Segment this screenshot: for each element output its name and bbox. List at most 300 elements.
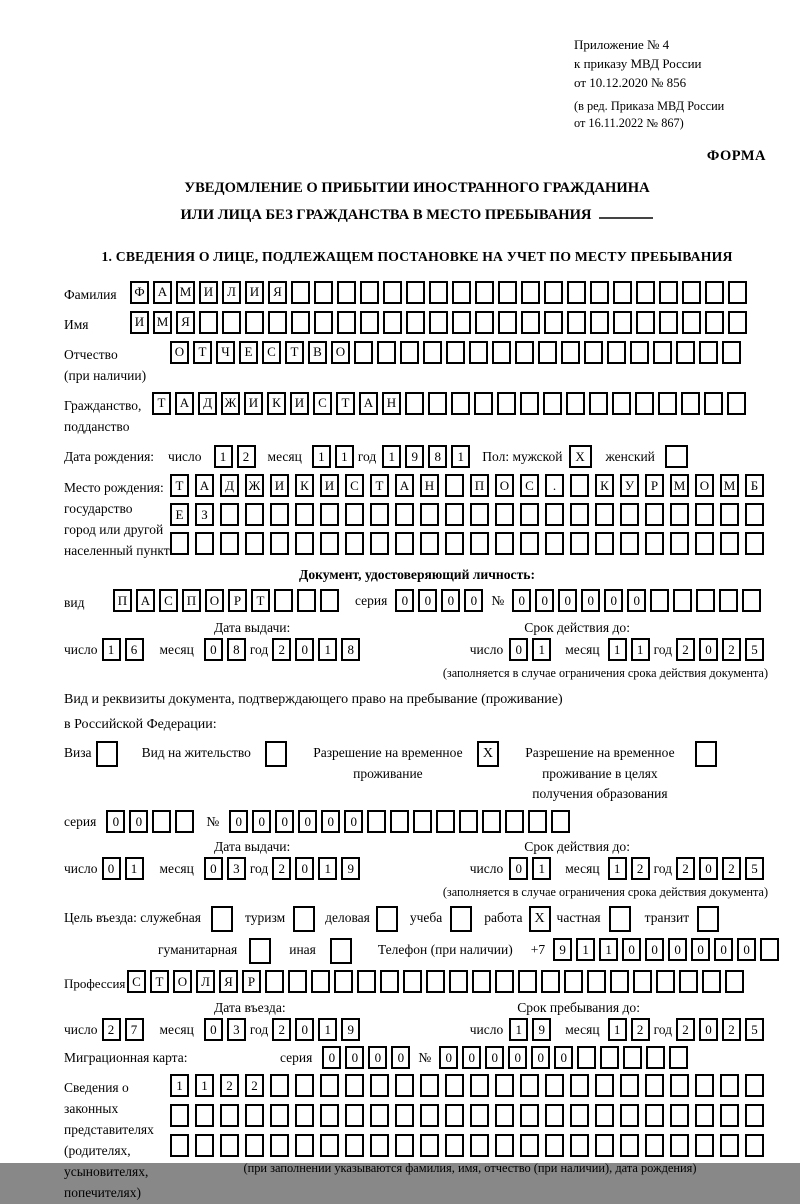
char-box[interactable] (498, 311, 517, 334)
char-box[interactable] (670, 532, 689, 555)
char-box[interactable]: 0 (554, 1046, 573, 1069)
char-box[interactable] (745, 1074, 764, 1097)
char-box[interactable] (367, 810, 386, 833)
char-box[interactable] (518, 970, 537, 993)
char-box[interactable] (630, 341, 649, 364)
char-box[interactable]: 9 (553, 938, 572, 961)
purpose-business-checkbox[interactable] (376, 906, 398, 932)
char-box[interactable] (245, 1134, 264, 1157)
char-box[interactable] (337, 311, 356, 334)
char-box[interactable]: З (195, 503, 214, 526)
char-box[interactable] (370, 532, 389, 555)
char-box[interactable]: 0 (441, 589, 460, 612)
char-box[interactable] (720, 532, 739, 555)
char-box[interactable] (320, 1074, 339, 1097)
char-box[interactable]: Ф (130, 281, 149, 304)
char-box[interactable]: К (295, 474, 314, 497)
char-box[interactable] (745, 532, 764, 555)
char-box[interactable] (704, 392, 723, 415)
char-box[interactable]: О (331, 341, 350, 364)
char-box[interactable] (570, 1134, 589, 1157)
purpose-work-checkbox[interactable]: X (529, 906, 551, 932)
char-box[interactable]: 5 (745, 638, 764, 661)
char-box[interactable] (742, 589, 761, 612)
char-box[interactable] (570, 503, 589, 526)
char-box[interactable] (520, 1074, 539, 1097)
char-box[interactable] (656, 970, 675, 993)
char-box[interactable] (623, 1046, 642, 1069)
char-box[interactable] (646, 1046, 665, 1069)
char-box[interactable]: Б (745, 474, 764, 497)
char-box[interactable] (521, 311, 540, 334)
char-box[interactable]: Ч (216, 341, 235, 364)
char-box[interactable]: П (470, 474, 489, 497)
char-box[interactable]: 7 (125, 1018, 144, 1041)
char-box[interactable] (658, 392, 677, 415)
char-box[interactable]: О (495, 474, 514, 497)
char-box[interactable]: Т (150, 970, 169, 993)
char-box[interactable] (670, 503, 689, 526)
char-box[interactable] (538, 341, 557, 364)
char-box[interactable]: 0 (509, 638, 528, 661)
char-box[interactable] (451, 392, 470, 415)
char-box[interactable] (383, 281, 402, 304)
char-box[interactable] (595, 532, 614, 555)
char-box[interactable] (345, 1134, 364, 1157)
char-box[interactable] (705, 311, 724, 334)
char-box[interactable] (413, 810, 432, 833)
char-box[interactable]: 1 (608, 638, 627, 661)
char-box[interactable] (199, 311, 218, 334)
char-box[interactable]: П (182, 589, 201, 612)
char-box[interactable] (595, 1104, 614, 1127)
char-box[interactable] (636, 281, 655, 304)
char-box[interactable] (595, 1134, 614, 1157)
char-box[interactable]: 2 (272, 1018, 291, 1041)
char-box[interactable]: 0 (485, 1046, 504, 1069)
char-box[interactable] (297, 589, 316, 612)
char-box[interactable] (420, 532, 439, 555)
purpose-tourism-checkbox[interactable] (293, 906, 315, 932)
char-box[interactable]: 5 (745, 857, 764, 880)
char-box[interactable]: 1 (608, 857, 627, 880)
purpose-transit-checkbox[interactable] (697, 906, 719, 932)
char-box[interactable] (725, 970, 744, 993)
char-box[interactable] (564, 970, 583, 993)
char-box[interactable]: 0 (204, 857, 223, 880)
purpose-study-checkbox[interactable] (450, 906, 472, 932)
char-box[interactable]: 9 (341, 1018, 360, 1041)
char-box[interactable] (482, 810, 501, 833)
char-box[interactable] (544, 281, 563, 304)
char-box[interactable] (520, 392, 539, 415)
char-box[interactable]: 1 (532, 638, 551, 661)
char-box[interactable] (635, 392, 654, 415)
char-box[interactable]: 0 (391, 1046, 410, 1069)
char-box[interactable] (653, 341, 672, 364)
char-box[interactable] (497, 392, 516, 415)
char-box[interactable] (720, 1104, 739, 1127)
char-box[interactable] (423, 341, 442, 364)
temp-residence-checkbox[interactable]: X (477, 741, 499, 767)
char-box[interactable] (245, 532, 264, 555)
char-box[interactable] (520, 532, 539, 555)
char-box[interactable]: Я (176, 311, 195, 334)
char-box[interactable] (695, 503, 714, 526)
char-box[interactable] (354, 341, 373, 364)
char-box[interactable]: С (313, 392, 332, 415)
char-box[interactable]: А (395, 474, 414, 497)
char-box[interactable]: М (153, 311, 172, 334)
char-box[interactable] (728, 281, 747, 304)
char-box[interactable] (595, 503, 614, 526)
char-box[interactable]: С (520, 474, 539, 497)
char-box[interactable]: 1 (576, 938, 595, 961)
char-box[interactable]: 0 (102, 857, 121, 880)
char-box[interactable] (719, 589, 738, 612)
char-box[interactable] (170, 1134, 189, 1157)
char-box[interactable] (314, 281, 333, 304)
char-box[interactable] (220, 1104, 239, 1127)
char-box[interactable] (470, 1134, 489, 1157)
char-box[interactable] (590, 281, 609, 304)
char-box[interactable]: Е (239, 341, 258, 364)
char-box[interactable] (406, 281, 425, 304)
char-box[interactable]: 0 (714, 938, 733, 961)
char-box[interactable]: 1 (170, 1074, 189, 1097)
char-box[interactable] (695, 1134, 714, 1157)
char-box[interactable] (452, 311, 471, 334)
char-box[interactable]: 0 (418, 589, 437, 612)
char-box[interactable]: Р (645, 474, 664, 497)
char-box[interactable] (334, 970, 353, 993)
char-box[interactable] (475, 311, 494, 334)
char-box[interactable] (295, 1134, 314, 1157)
char-box[interactable]: 0 (558, 589, 577, 612)
char-box[interactable] (245, 1104, 264, 1127)
char-box[interactable]: 0 (699, 638, 718, 661)
char-box[interactable]: 2 (676, 1018, 695, 1041)
char-box[interactable]: Т (336, 392, 355, 415)
char-box[interactable] (645, 503, 664, 526)
char-box[interactable] (370, 1134, 389, 1157)
char-box[interactable]: 0 (464, 589, 483, 612)
char-box[interactable] (268, 311, 287, 334)
char-box[interactable] (645, 1134, 664, 1157)
char-box[interactable] (495, 1104, 514, 1127)
char-box[interactable] (728, 311, 747, 334)
char-box[interactable] (645, 1074, 664, 1097)
char-box[interactable]: М (176, 281, 195, 304)
char-box[interactable]: 1 (509, 1018, 528, 1041)
char-box[interactable] (370, 503, 389, 526)
char-box[interactable] (295, 503, 314, 526)
char-box[interactable]: М (720, 474, 739, 497)
char-box[interactable] (345, 1104, 364, 1127)
char-box[interactable] (445, 532, 464, 555)
char-box[interactable] (613, 311, 632, 334)
char-box[interactable] (650, 589, 669, 612)
char-box[interactable] (406, 311, 425, 334)
char-box[interactable] (545, 532, 564, 555)
char-box[interactable] (390, 810, 409, 833)
char-box[interactable] (445, 503, 464, 526)
char-box[interactable] (320, 532, 339, 555)
char-box[interactable]: 1 (318, 1018, 337, 1041)
char-box[interactable] (520, 1134, 539, 1157)
char-box[interactable] (320, 589, 339, 612)
char-box[interactable] (679, 970, 698, 993)
char-box[interactable]: 0 (439, 1046, 458, 1069)
char-box[interactable]: Я (219, 970, 238, 993)
char-box[interactable] (659, 311, 678, 334)
char-box[interactable]: 2 (676, 638, 695, 661)
char-box[interactable]: Я (268, 281, 287, 304)
char-box[interactable]: 0 (531, 1046, 550, 1069)
char-box[interactable] (670, 1134, 689, 1157)
char-box[interactable] (495, 1074, 514, 1097)
char-box[interactable]: Ж (245, 474, 264, 497)
char-box[interactable] (570, 532, 589, 555)
char-box[interactable] (220, 503, 239, 526)
sex-female-checkbox[interactable] (665, 445, 688, 468)
char-box[interactable]: 0 (395, 589, 414, 612)
char-box[interactable]: 0 (509, 857, 528, 880)
purpose-humanitarian-checkbox[interactable] (249, 938, 271, 964)
char-box[interactable] (288, 970, 307, 993)
char-box[interactable] (620, 1134, 639, 1157)
char-box[interactable] (357, 970, 376, 993)
char-box[interactable]: 2 (245, 1074, 264, 1097)
char-box[interactable]: Т (152, 392, 171, 415)
char-box[interactable]: 0 (129, 810, 148, 833)
char-box[interactable] (570, 1104, 589, 1127)
char-box[interactable] (291, 311, 310, 334)
char-box[interactable] (492, 341, 511, 364)
char-box[interactable]: 0 (604, 589, 623, 612)
char-box[interactable]: 2 (722, 1018, 741, 1041)
char-box[interactable]: К (595, 474, 614, 497)
char-box[interactable]: 2 (722, 857, 741, 880)
char-box[interactable]: Н (420, 474, 439, 497)
char-box[interactable] (695, 532, 714, 555)
char-box[interactable] (337, 281, 356, 304)
char-box[interactable] (360, 311, 379, 334)
char-box[interactable]: 0 (204, 638, 223, 661)
char-box[interactable] (727, 392, 746, 415)
char-box[interactable] (475, 281, 494, 304)
char-box[interactable] (175, 810, 194, 833)
char-box[interactable] (577, 1046, 596, 1069)
char-box[interactable] (659, 281, 678, 304)
char-box[interactable] (587, 970, 606, 993)
char-box[interactable]: Л (222, 281, 241, 304)
char-box[interactable] (720, 1134, 739, 1157)
char-box[interactable] (222, 311, 241, 334)
char-box[interactable]: 2 (631, 1018, 650, 1041)
char-box[interactable]: С (262, 341, 281, 364)
char-box[interactable] (245, 311, 264, 334)
char-box[interactable]: 1 (195, 1074, 214, 1097)
char-box[interactable] (600, 1046, 619, 1069)
char-box[interactable]: 0 (699, 1018, 718, 1041)
char-box[interactable]: 1 (102, 638, 121, 661)
char-box[interactable] (528, 810, 547, 833)
char-box[interactable]: 1 (125, 857, 144, 880)
char-box[interactable] (295, 1104, 314, 1127)
char-box[interactable]: А (153, 281, 172, 304)
char-box[interactable] (470, 532, 489, 555)
char-box[interactable]: 0 (298, 810, 317, 833)
char-box[interactable] (426, 970, 445, 993)
char-box[interactable]: Р (242, 970, 261, 993)
char-box[interactable] (420, 1134, 439, 1157)
char-box[interactable] (403, 970, 422, 993)
char-box[interactable] (449, 970, 468, 993)
char-box[interactable]: . (545, 474, 564, 497)
char-box[interactable]: Т (193, 341, 212, 364)
char-box[interactable]: 1 (318, 638, 337, 661)
char-box[interactable]: 2 (237, 445, 256, 468)
char-box[interactable] (380, 970, 399, 993)
char-box[interactable] (320, 1134, 339, 1157)
char-box[interactable] (295, 1074, 314, 1097)
char-box[interactable] (459, 810, 478, 833)
char-box[interactable]: 0 (295, 857, 314, 880)
char-box[interactable]: 9 (405, 445, 424, 468)
char-box[interactable]: 0 (645, 938, 664, 961)
char-box[interactable] (452, 281, 471, 304)
char-box[interactable]: 0 (462, 1046, 481, 1069)
temp-residence-edu-checkbox[interactable] (695, 741, 717, 767)
char-box[interactable] (360, 281, 379, 304)
char-box[interactable]: 0 (368, 1046, 387, 1069)
char-box[interactable] (470, 1074, 489, 1097)
char-box[interactable] (521, 281, 540, 304)
char-box[interactable] (551, 810, 570, 833)
char-box[interactable]: 0 (691, 938, 710, 961)
char-box[interactable] (445, 1074, 464, 1097)
char-box[interactable] (695, 1074, 714, 1097)
char-box[interactable]: 0 (581, 589, 600, 612)
char-box[interactable] (584, 341, 603, 364)
char-box[interactable] (720, 1074, 739, 1097)
char-box[interactable]: И (270, 474, 289, 497)
char-box[interactable]: 1 (599, 938, 618, 961)
char-box[interactable]: 1 (214, 445, 233, 468)
char-box[interactable] (544, 311, 563, 334)
residence-permit-checkbox[interactable] (265, 741, 287, 767)
char-box[interactable]: И (320, 474, 339, 497)
char-box[interactable]: 0 (512, 589, 531, 612)
char-box[interactable]: А (359, 392, 378, 415)
char-box[interactable] (220, 1134, 239, 1157)
char-box[interactable] (265, 970, 284, 993)
char-box[interactable]: 9 (532, 1018, 551, 1041)
char-box[interactable] (515, 341, 534, 364)
char-box[interactable] (745, 503, 764, 526)
char-box[interactable]: 1 (312, 445, 331, 468)
char-box[interactable]: 6 (125, 638, 144, 661)
char-box[interactable] (498, 281, 517, 304)
char-box[interactable] (495, 503, 514, 526)
char-box[interactable] (567, 281, 586, 304)
char-box[interactable] (428, 392, 447, 415)
char-box[interactable] (345, 503, 364, 526)
char-box[interactable] (472, 970, 491, 993)
char-box[interactable] (520, 503, 539, 526)
char-box[interactable] (645, 1104, 664, 1127)
char-box[interactable] (495, 970, 514, 993)
char-box[interactable]: 1 (631, 638, 650, 661)
char-box[interactable] (610, 970, 629, 993)
char-box[interactable] (699, 341, 718, 364)
char-box[interactable]: Р (228, 589, 247, 612)
char-box[interactable] (195, 532, 214, 555)
char-box[interactable]: 0 (229, 810, 248, 833)
char-box[interactable] (589, 392, 608, 415)
char-box[interactable]: И (244, 392, 263, 415)
char-box[interactable]: 0 (668, 938, 687, 961)
char-box[interactable] (383, 311, 402, 334)
char-box[interactable]: 2 (220, 1074, 239, 1097)
char-box[interactable]: А (175, 392, 194, 415)
char-box[interactable] (545, 1134, 564, 1157)
char-box[interactable] (620, 503, 639, 526)
char-box[interactable] (505, 810, 524, 833)
char-box[interactable]: О (205, 589, 224, 612)
char-box[interactable] (695, 1104, 714, 1127)
char-box[interactable]: 2 (722, 638, 741, 661)
char-box[interactable] (345, 1074, 364, 1097)
char-box[interactable] (570, 1074, 589, 1097)
char-box[interactable]: Т (285, 341, 304, 364)
char-box[interactable]: 2 (102, 1018, 121, 1041)
char-box[interactable] (669, 1046, 688, 1069)
char-box[interactable] (445, 474, 464, 497)
char-box[interactable] (395, 1134, 414, 1157)
char-box[interactable] (436, 810, 455, 833)
char-box[interactable] (220, 532, 239, 555)
char-box[interactable] (270, 532, 289, 555)
char-box[interactable] (274, 589, 293, 612)
char-box[interactable] (295, 532, 314, 555)
char-box[interactable] (314, 311, 333, 334)
char-box[interactable] (370, 1074, 389, 1097)
char-box[interactable] (760, 938, 779, 961)
char-box[interactable] (270, 503, 289, 526)
char-box[interactable] (636, 311, 655, 334)
char-box[interactable]: П (113, 589, 132, 612)
char-box[interactable] (541, 970, 560, 993)
char-box[interactable] (470, 1104, 489, 1127)
char-box[interactable] (320, 1104, 339, 1127)
char-box[interactable] (195, 1134, 214, 1157)
sex-male-checkbox[interactable]: X (569, 445, 592, 468)
char-box[interactable]: С (127, 970, 146, 993)
char-box[interactable]: 0 (344, 810, 363, 833)
char-box[interactable] (395, 503, 414, 526)
char-box[interactable]: Т (251, 589, 270, 612)
visa-checkbox[interactable] (96, 741, 118, 767)
char-box[interactable]: 0 (252, 810, 271, 833)
char-box[interactable] (311, 970, 330, 993)
purpose-private-checkbox[interactable] (609, 906, 631, 932)
char-box[interactable] (620, 1074, 639, 1097)
char-box[interactable]: 0 (204, 1018, 223, 1041)
char-box[interactable] (607, 341, 626, 364)
char-box[interactable]: 0 (535, 589, 554, 612)
